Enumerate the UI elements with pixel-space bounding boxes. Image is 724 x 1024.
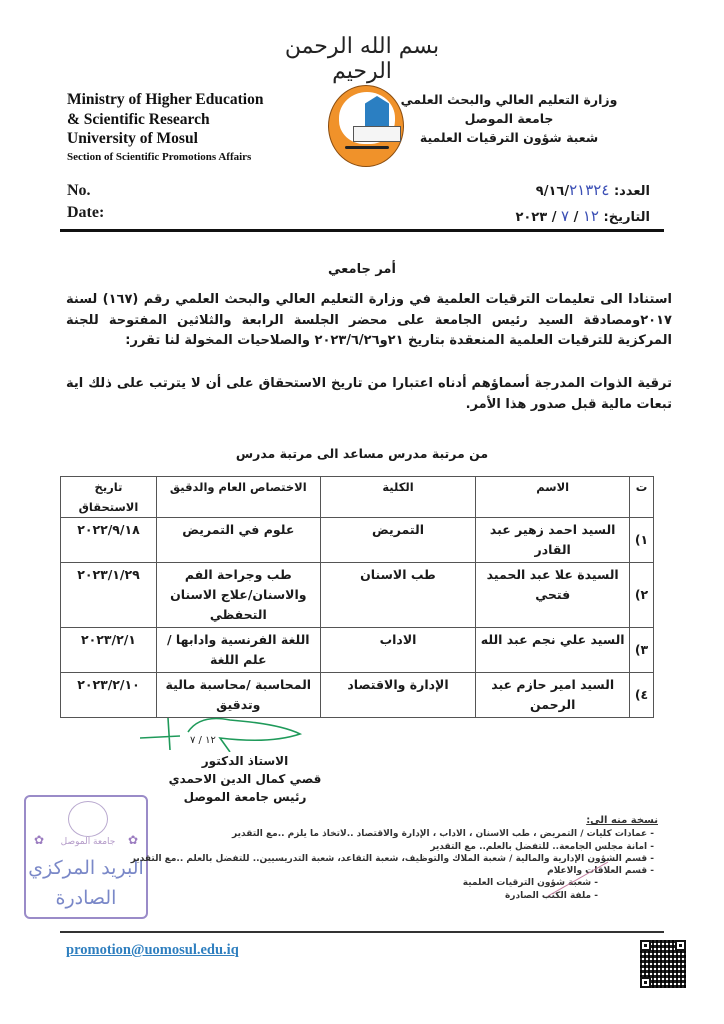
copies-item: - شعبة شؤون الترقيات العلمية	[462, 878, 598, 889]
logo-motto	[345, 146, 389, 149]
row-name: السيدة علا عبد الحميد فتحي	[476, 563, 630, 628]
row-date: ٢٠٢٣/١/٢٩	[61, 563, 157, 628]
copies-item: - عمادات كليات / التمريض ، طب الاسنان ، الاداب ، الإدارة والاقتصاد ..لاتخاذ ما يلزم ..مع التقدير	[232, 829, 654, 840]
signatory-name: قصي كمال الدين الاحمدي	[168, 772, 322, 786]
ar-no-prefix: ٩/١٦/	[535, 184, 570, 199]
qr-code-icon	[640, 940, 686, 988]
signatory-title: الاستاذ الدكتور	[201, 754, 289, 768]
no-label: No.	[67, 182, 91, 199]
ar-date-year: ٢٠٢٣	[515, 210, 548, 225]
copies-item: - قسم العلاقات والاعلام	[547, 866, 654, 877]
university-name-ar: جامعة الموصل	[464, 111, 554, 126]
qr-finder	[640, 940, 651, 951]
decision-paragraph: ترقية الذوات المدرجة أسماؤهم أدناه اعتبارا من تاريخ الاستحقاق على أن لا يترتب على ذلك اية تبعات مالية قبل صدور هذا الأمر.	[66, 376, 672, 412]
row-index: ١)	[630, 518, 654, 563]
pen-mark-icon	[540, 860, 610, 900]
footer-divider	[60, 931, 664, 933]
row-name: السيد امير حازم عبد الرحمن	[476, 673, 630, 718]
ar-no-label: العدد:	[613, 184, 650, 199]
row-date: ٢٠٢٣/٢/١	[61, 628, 157, 673]
header-eligibility-date: تاريخ الاستحقاق	[61, 477, 157, 518]
row-specialty: طب وجراحة الفم والاسنان/علاج الاسنان التحفظي	[156, 563, 320, 628]
stamp-star-icon: ✿	[34, 833, 45, 847]
signatory-position: رئيس جامعة الموصل	[183, 790, 307, 804]
ar-date-day: ١٢	[582, 207, 599, 225]
row-college: طب الاسنان	[320, 563, 476, 628]
table-row	[61, 673, 654, 718]
row-specialty: علوم في التمريض	[156, 518, 320, 563]
table-row	[61, 628, 654, 673]
ministry-name-ar: وزارة التعليم العالي والبحث العلمي	[400, 92, 618, 107]
reference-ar	[515, 178, 650, 230]
contact-email-link[interactable]: promotion@uomosul.edu.iq	[66, 942, 239, 958]
stamp-arc-text: جامعة الموصل	[60, 837, 116, 847]
row-index: ٣)	[630, 628, 654, 673]
signature-handwritten-date: ١٢ / ٧	[190, 735, 216, 746]
copies-item: - امانة مجلس الجامعة.. للتفضل بالعلم.. مع التقدير	[430, 841, 654, 852]
section-name-en: Section of Scientific Promotions Affairs	[67, 150, 252, 163]
ar-date-month: ٧	[561, 207, 570, 225]
table-header-row	[61, 477, 654, 518]
stamp-star-icon: ✿	[127, 833, 138, 847]
row-name: السيد احمد زهير عبد القادر	[476, 518, 630, 563]
row-college: الاداب	[320, 628, 476, 673]
header-divider	[60, 229, 664, 232]
row-college: الإدارة والاقتصاد	[320, 673, 476, 718]
row-index: ٢)	[630, 563, 654, 628]
row-specialty: اللغة الفرنسية وادابها /علم اللغة	[156, 628, 320, 673]
copies-item: - قسم الشؤون الإدارية والمالية / شعبة الملاك والتوظيف، شعبة التقاعد، شعبة التدريسيين.. للتفضل بالعلم ..مع التقدير	[130, 853, 654, 864]
reference-labels-en	[67, 180, 104, 224]
date-label: Date:	[67, 204, 105, 221]
table-row	[61, 563, 654, 628]
ministry-name-en: Ministry of Higher Education	[67, 91, 264, 108]
qr-finder	[675, 940, 686, 951]
central-mail-stamp	[24, 795, 148, 919]
copies-heading: نسخة منه الى:	[586, 815, 658, 826]
row-index: ٤)	[630, 673, 654, 718]
promotions-table	[60, 476, 654, 718]
promotion-subtitle: من مرتبة مدرس مساعد الى مرتبة مدرس	[235, 446, 489, 461]
header-college: الكلية	[320, 477, 476, 518]
ar-no-handwritten: ٢١٣٢٤	[569, 181, 610, 199]
stamp-line-2: الصادرة	[55, 887, 117, 909]
ar-date-label: التاريخ:	[603, 210, 650, 225]
row-college: التمريض	[320, 518, 476, 563]
row-date: ٢٠٢٣/٢/١٠	[61, 673, 157, 718]
section-name-ar: شعبة شؤون الترقيات العلمية	[419, 130, 599, 145]
stamp-line-1: البريد المركزي	[28, 857, 144, 879]
preamble-paragraph: استنادا الى تعليمات الترقيات العلمية في وزارة التعليم العالي والبحث العلمي رقم (١٦٧) لسنة ٢٠١٧ومصادقة السيد رئيس الجامعة على محضر الجلسة الرابعة والثلاثين المفتوحة للجنة المركزية للترقيات العلمية المنعقدة بتاريخ ٢١و٢٠٢٣/٦/٢٦ والصلاحيات المخولة لنا تقرر:	[66, 292, 672, 348]
document-title: أمر جامعي	[328, 262, 396, 277]
english-letterhead	[67, 90, 263, 165]
document-number	[515, 178, 650, 204]
ministry-name-en-2: & Scientific Research	[67, 110, 210, 128]
document-date: التاريخ: ١٢ / ٧ / ٢٠٢٣	[515, 207, 650, 225]
university-name-en: University of Mosul	[67, 130, 198, 147]
table-row	[61, 518, 654, 563]
header-specialty: الاختصاص العام والدقيق	[156, 477, 320, 518]
header-name: الاسم	[476, 477, 630, 518]
basmala-calligraphy: بسم الله الرحمن الرحيم	[284, 34, 440, 84]
row-specialty: المحاسبة /محاسبة مالية وتدقيق	[156, 673, 320, 718]
stamp-seal-icon	[68, 801, 108, 837]
row-date: ٢٠٢٢/٩/١٨	[61, 518, 157, 563]
qr-finder	[640, 977, 651, 988]
copies-item: - ملفة الكتب الصادرة	[504, 890, 598, 901]
row-name: السيد علي نجم عبد الله	[476, 628, 630, 673]
signature-scribble-icon	[140, 712, 320, 752]
arabic-letterhead	[384, 90, 634, 147]
header-index: ت	[630, 477, 654, 518]
signature-block	[160, 752, 330, 806]
